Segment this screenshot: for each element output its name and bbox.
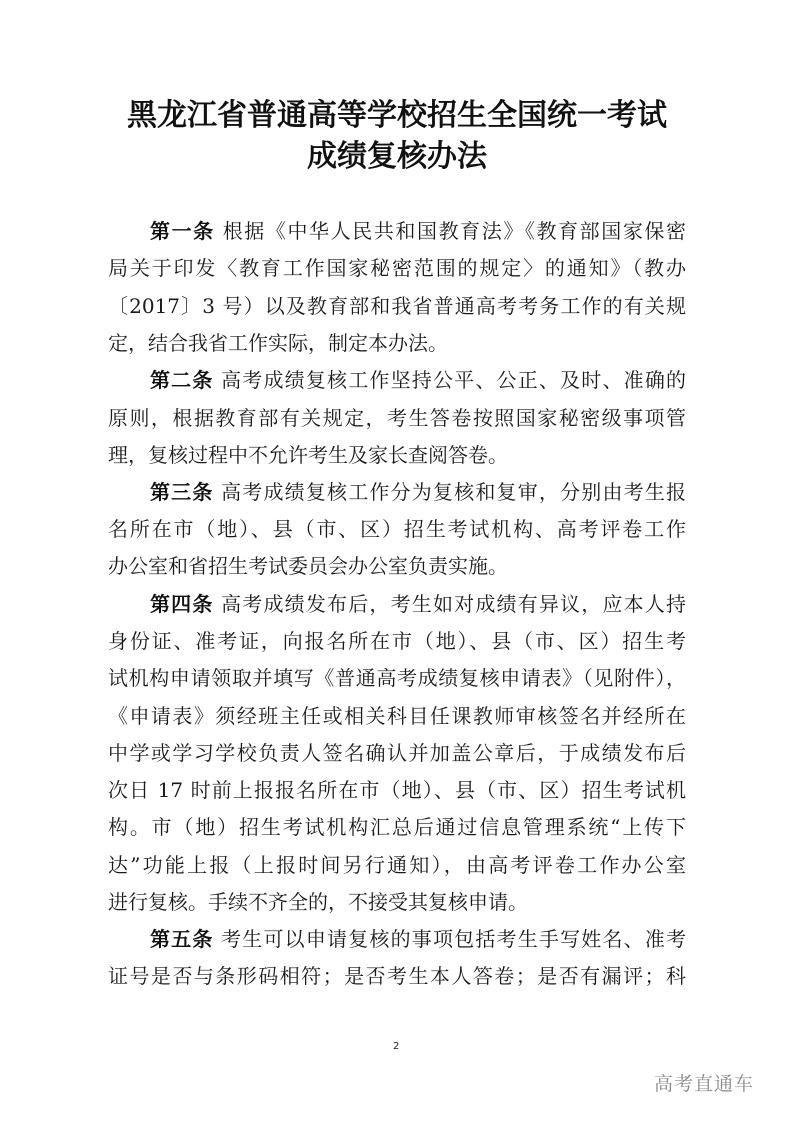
article-5-line-1: 第五条 考生可以申请复核的事项包括考生手写姓名、准考 xyxy=(150,927,687,951)
article-5-line-2: 证号是否与条形码相符；是否考生本人答卷；是否有漏评；科 xyxy=(108,964,686,988)
article-1-line-4: 定，结合我省工作实际，制定本办法。 xyxy=(108,331,448,355)
article-1-line-3: 〔2017〕3 号）以及教育部和我省普通高考考务工作的有关规 xyxy=(108,294,686,318)
document-title-line1: 黑龙江省普通高等学校招生全国统一考试 xyxy=(127,98,667,133)
article-4-line-2: 身份证、准考证，向报名所在市（地）、县（市、区）招生考 xyxy=(108,629,686,653)
article-2-line-1: 第二条 高考成绩复核工作坚持公平、公正、及时、准确的 xyxy=(150,368,687,392)
article-4-line-1: 第四条 高考成绩发布后，考生如对成绩有异议，应本人持 xyxy=(150,592,687,616)
article-5-label: 第五条 xyxy=(150,927,214,951)
article-2-label: 第二条 xyxy=(150,368,214,392)
document-title-line2: 成绩复核办法 xyxy=(307,139,487,174)
article-3-line-3: 办公室和省招生考试委员会办公室负责实施。 xyxy=(108,554,508,578)
page-number: 2 xyxy=(393,1041,400,1052)
watermark: 高考直通车 xyxy=(654,1073,755,1095)
article-4-line-5: 中学或学习学校负责人签名确认并加盖公章后，于成绩发布后 xyxy=(108,741,686,765)
article-1-label: 第一条 xyxy=(150,219,215,243)
article-4-line-4: 《申请表》须经班主任或相关科目任课教师审核签名并经所在 xyxy=(108,704,686,728)
article-3-line-1: 第三条 高考成绩复核工作分为复核和复审，分别由考生报 xyxy=(150,480,687,504)
article-1-line-1: 第一条 根据《中华人民共和国教育法》《教育部国家保密 xyxy=(150,219,687,243)
article-2-line-2: 原则，根据教育部有关规定，考生答卷按照国家秘密级事项管 xyxy=(108,406,686,430)
article-1-line-2: 局关于印发〈教育工作国家秘密范围的规定〉的通知》（教办 xyxy=(108,256,686,280)
article-3-line-2: 名所在市（地）、县（市、区）招生考试机构、高考评卷工作 xyxy=(108,517,686,541)
article-3-label: 第三条 xyxy=(150,480,214,504)
article-4-line-6: 次日 17 时前上报报名所在市（地）、县（市、区）招生考试机 xyxy=(108,778,686,802)
article-4-line-9: 进行复核。手续不齐全的，不接受其复核申请。 xyxy=(108,890,528,914)
article-4-line-8: 达”功能上报（上报时间另行通知），由高考评卷工作办公室 xyxy=(108,853,686,877)
article-4-line-7: 构。市（地）招生考试机构汇总后通过信息管理系统“上传下 xyxy=(108,815,686,839)
article-4-label: 第四条 xyxy=(150,592,214,616)
article-4-line-3: 试机构申请领取并填写《普通高考成绩复核申请表》（见附件）， xyxy=(108,666,686,690)
article-2-line-3: 理，复核过程中不允许考生及家长查阅答卷。 xyxy=(108,443,508,467)
